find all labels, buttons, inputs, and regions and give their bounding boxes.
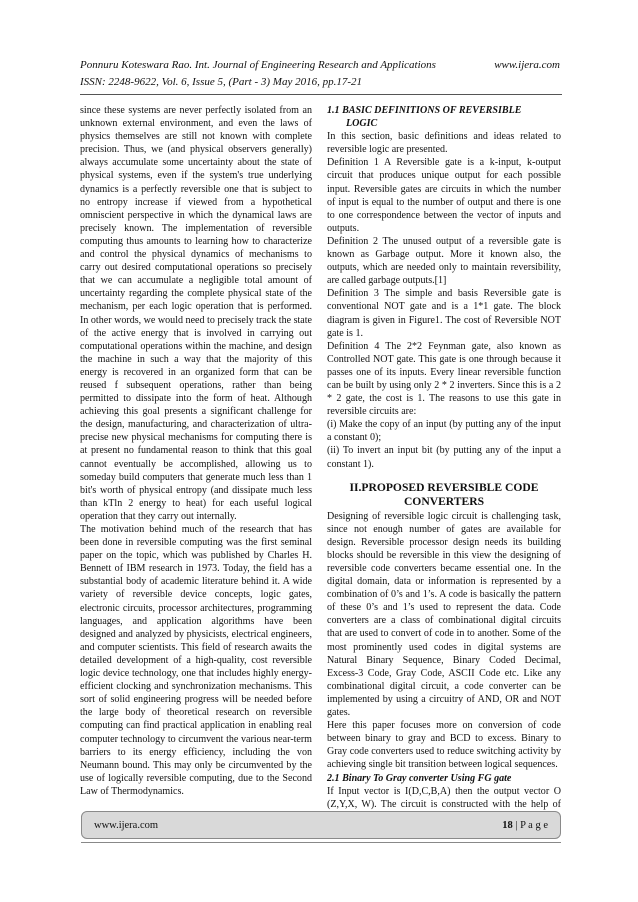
body-paragraph: If Input vector is I(D,C,B,A) then the output vector O (Z,Y,X, W). The circuit is constructed with the help of (327, 785, 561, 810)
page-suffix: | P a g e (512, 820, 548, 831)
page-number-label (502, 820, 548, 831)
left-column (80, 104, 312, 798)
page-number: 18 (502, 820, 513, 831)
footer-website-link[interactable]: www.ijera.com (94, 820, 159, 831)
reason-item: (i) Make the copy of an input (by putting any of the input a constant 0); (327, 419, 561, 444)
subsection-heading-2-1: 2.1 Binary To Gray converter Using FG gate (327, 772, 512, 784)
running-header (80, 57, 560, 91)
body-paragraph: since these systems are never perfectly isolated from an unknown external environment, and even the laws of physics themselves are still not known with complete precision. Thus, we (and physical observers generally) always accumulate some uncertainty about the state of physical systems, even if the system's true underlying dynamics is a perfectly reversible one that is subject to no entropy increase if viewed from a hypothetical omniscient perspective in which the dynamical laws are precisely known. The implementation of reversible computing thus amounts to learning how to characterize and control the physical dynamics of mechanisms to carry out desired computational operations so precisely that we can accumulate a negligible total amount of uncertainty regarding the complete physical state of the mechanism, per each logic operation that is performed. In other words, we would need to precisely track the state of the active energy that is involved in carrying out computational operations within the machine, and design the machine in such a way that the majority of this energy is recovered in an organized form that can be reused f subsequent operations, rather than being permitted to dissipate into the form of heat. Although achieving this goal presents a significant challenge for the design, manufacturing, and characterization of ultra-precise new physical mechanisms for computing there is at present no fundamental reason to think that this goal cannot eventually be accomplished, allowing us to someday build computers that generate much less than 1 bit's worth of physical entropy (and dissipate much less than kTln 2 energy to heat) for each useful logical operation that they carry out internally. (80, 105, 312, 522)
body-paragraph: Designing of reversible logic circuit is challenging task, since not enough number of gates are available for design. Reversible processor design needs its building blocks should be reversible in this view the designing of reversible code converters became essential one. In the digital domain, data or information is represented by a combination of 0’s and 1’s. A code is basically the pattern of these 0’s and 1’s used to represent the data. Code converters are a class of combinational digital circuits that are used to convert of code in to another. Some of the most prominently used codes in digital systems are Natural Binary Sequence, Binary Coded Decimal, Excess-3 Code, Gray Code, ASCII Code etc. Like any combinational digital circuit, a code converter can be implemented by using a circuitry of AND, OR and NOT gates. (327, 510, 561, 719)
journal-website: www.ijera.com (494, 59, 560, 71)
reason-item: (ii) To invert an input bit (by putting any of the input a constant 1). (327, 445, 561, 470)
definition-3: Definition 3 The simple and basis Reversible gate is conventional NOT gate and is a 1*1 gate. The block diagram is given in Figure1. The cost of Reversible NOT gate is 1. (327, 288, 561, 339)
definition-4: Definition 4 The 2*2 Feynman gate, also known as Controlled NOT gate. This gate is one through because it passes one of its inputs. Every linear reversible function can be built by using only 2 * 2 inverters. Since this is a 2 * 2 gate, the cost is 1. The reasons to use this gate in reversible circuits are: (327, 340, 561, 418)
section-heading-1-1: 1.1 BASIC DEFINITIONS OF REVERSIBLE LOGIC (327, 105, 522, 130)
definition-2: Definition 2 The unused output of a reversible gate is known as Garbage output. More it known also, the outputs, which are needed only to maintain reversibility, are called garbage outputs.[1] (327, 235, 561, 287)
definition-1: Definition 1 A Reversible gate is a k-input, k-output circuit that produces unique output for each possible input. Reversible gates are circuits in which the number of input is equal to the number of output and there is one to one correspondence between the vector of inputs and outputs. (327, 157, 561, 234)
section-heading-2: II.PROPOSED REVERSIBLE CODE CONVERTERS (349, 480, 539, 508)
body-paragraph: The motivation behind much of the research that has been done in reversible computing was the first seminal paper on the topic, which was published by Charles H. Bennett of IBM research in 1973. Today, the field has a substantial body of academic literature behind it. A wide variety of reversible device concepts, logic gates, electronic circuits, processor architectures, programming languages, and application algorithms have been designed and analyzed by physicists, electrical engineers, and computer scientists. This field of research awaits the detailed development of a high-quality, cost reversible logic device technology, one that includes highly energy-efficient clocking and synchronization mechanisms. This sort of solid engineering progress will be needed before the large body of theoretical research on reversible computing can find practical application in enabling real computer technology to circumvent the various near-term barriers to its energy efficiency, including the von Neumann bound. This may only be circumvented by the use of logically reversible computing, due to the Second Law of Thermodynamics. (80, 524, 312, 797)
right-column (327, 104, 561, 824)
header-divider (80, 94, 562, 95)
body-paragraph: In this section, basic definitions and ideas related to reversible logic are presented. (327, 131, 561, 156)
body-paragraph: Here this paper focuses more on conversion of code between binary to gray and BCD to excess. Binary to Gray code converters used to reduce switching activity by achieving single bit transition between logical sequences. (327, 720, 561, 771)
issn-line: ISSN: 2248-9622, Vol. 6, Issue 5, (Part - 3) May 2016, pp.17-21 (80, 76, 362, 88)
footer-divider (81, 842, 561, 843)
page-footer (81, 811, 561, 839)
journal-citation: Ponnuru Koteswara Rao. Int. Journal of Engineering Research and Applications (80, 59, 436, 71)
